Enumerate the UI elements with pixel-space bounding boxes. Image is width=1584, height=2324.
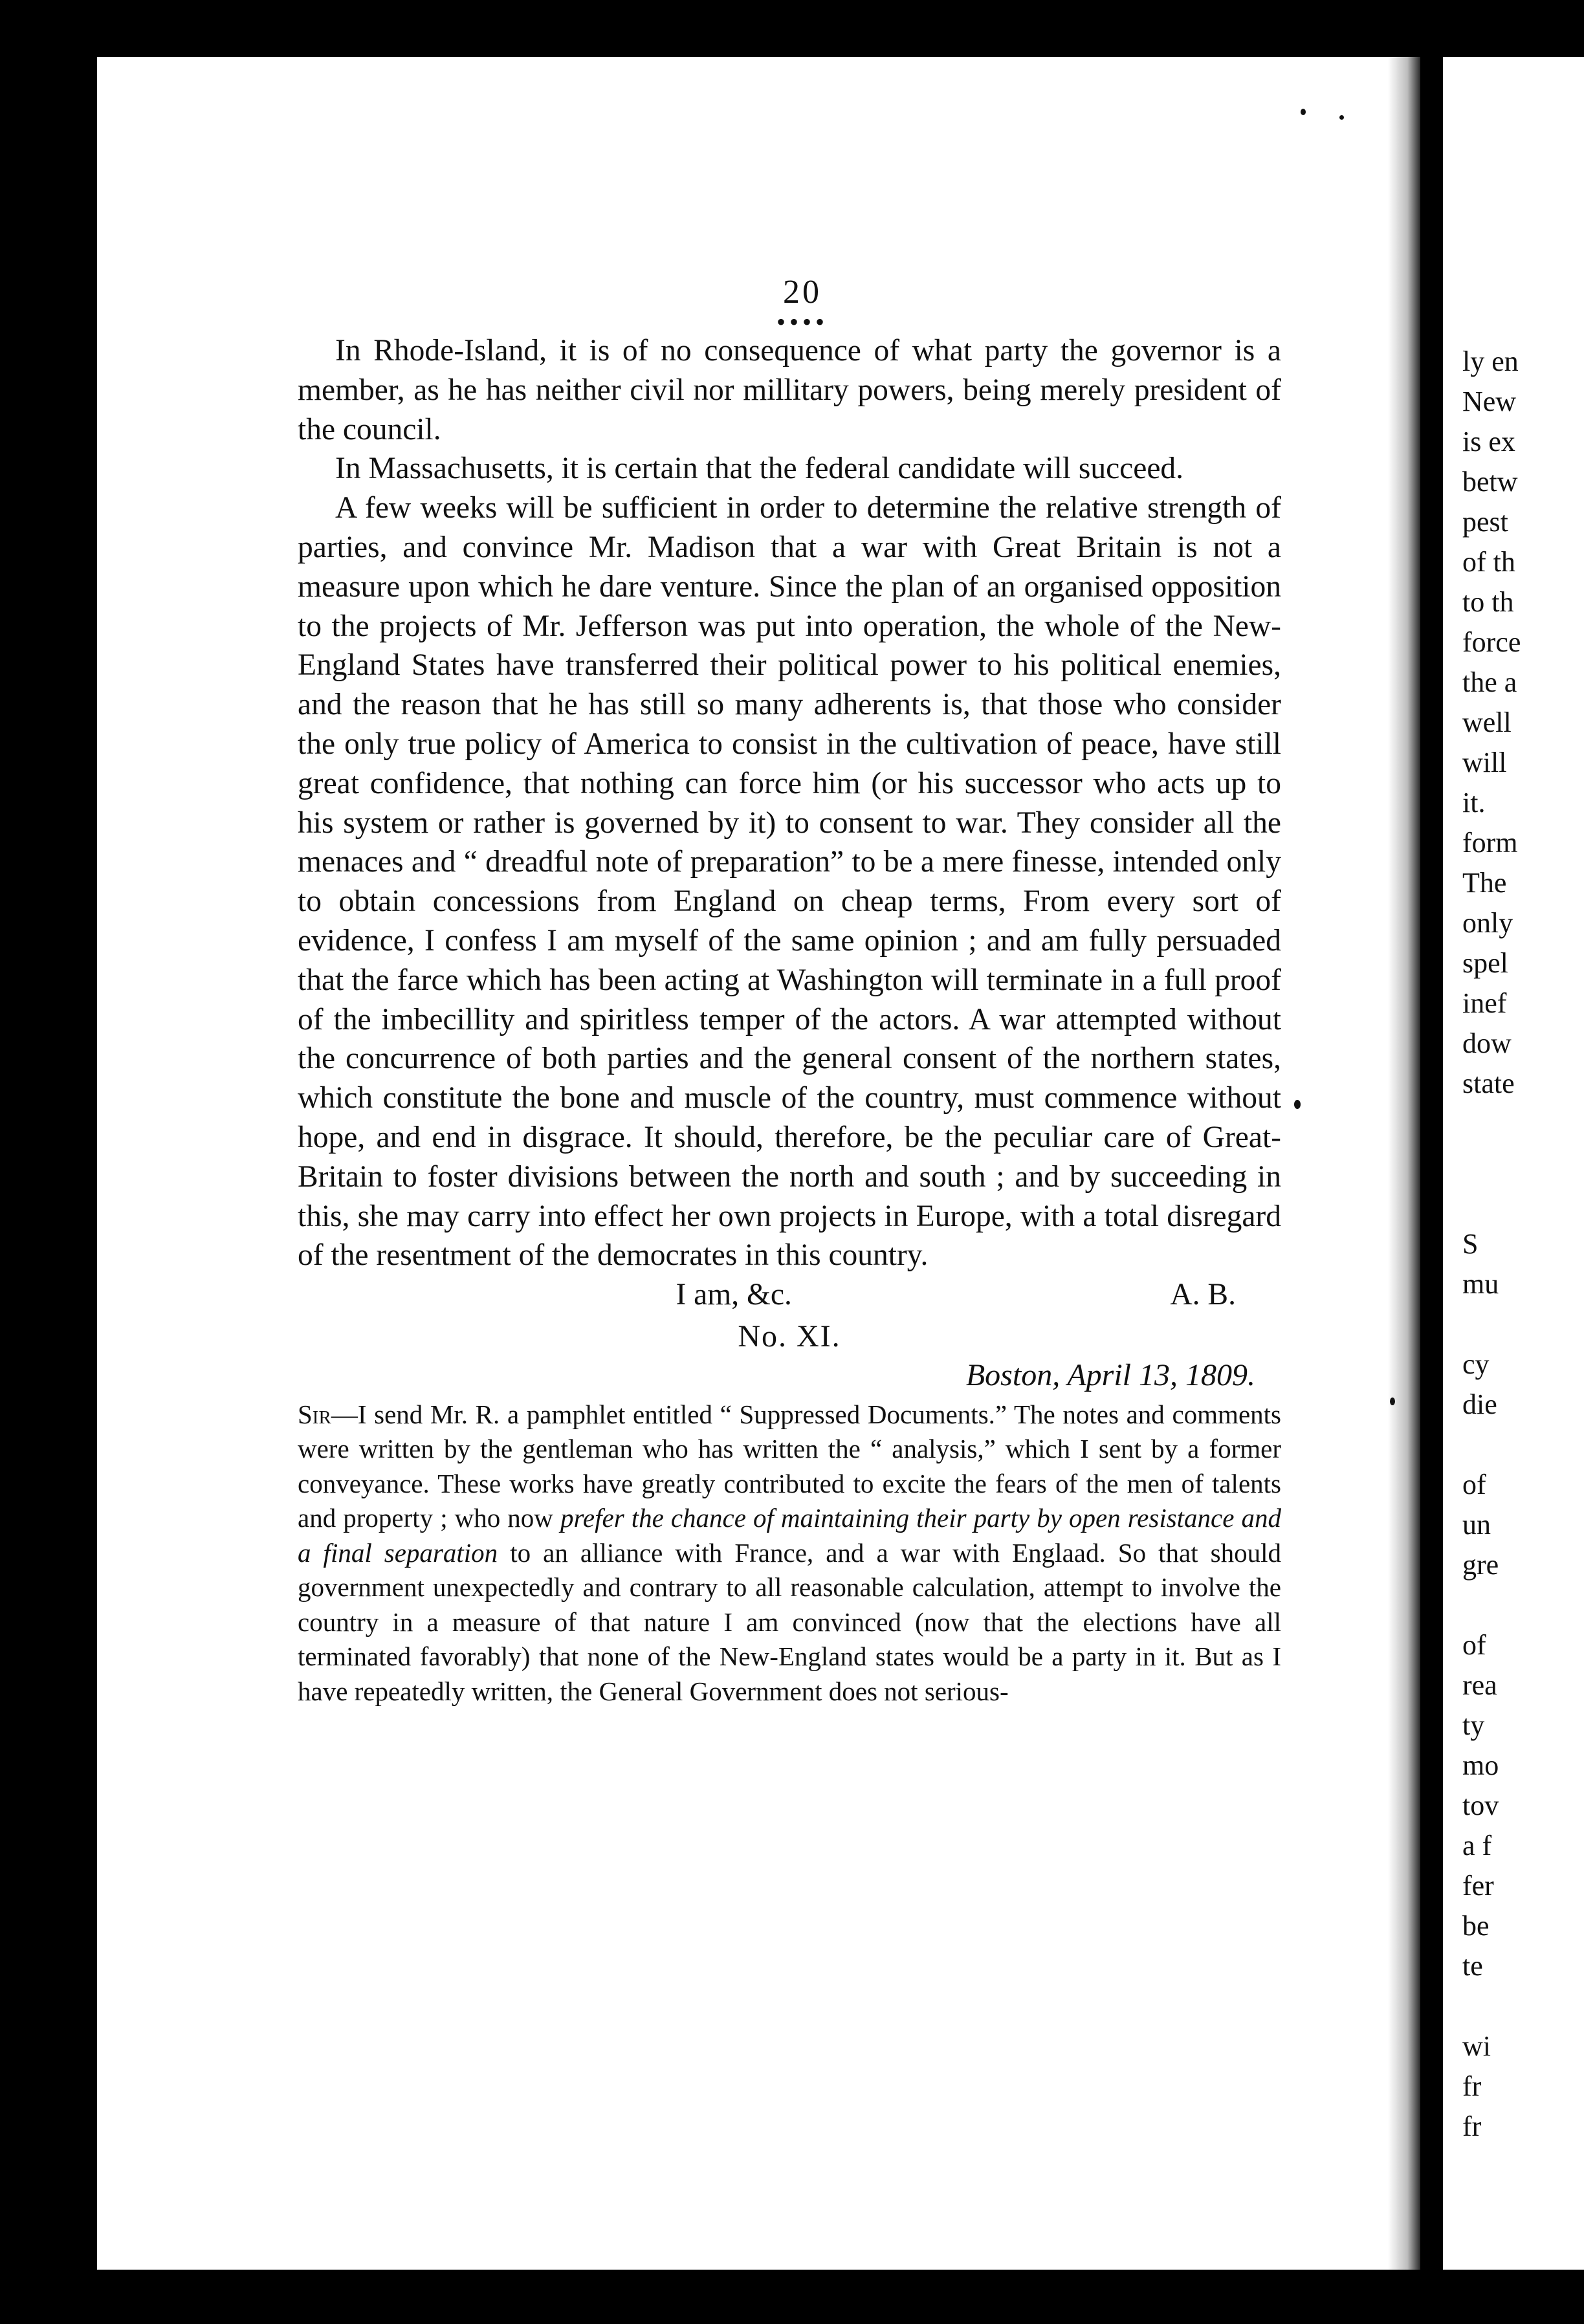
facing-page-text-fragment: ly en New is ex betw pest of th to th force the a well will it. form The only spel inef dow state S mu cy die of un gre of rea ty mo tov a f fer be te wi fr fr bbox=[1462, 345, 1521, 2142]
page-gutter bbox=[1420, 0, 1443, 2324]
signoff-closing: I am, &c. bbox=[676, 1278, 792, 1312]
letter-salutation: Sir bbox=[298, 1399, 331, 1429]
page-text-block bbox=[298, 272, 1281, 1709]
signoff-initials: A. B. bbox=[1170, 1278, 1236, 1312]
ink-speck bbox=[1390, 1398, 1395, 1405]
letter-dateline: Boston, April 13, 1809. bbox=[965, 1357, 1255, 1392]
italic-emphasis: prefer the chance of maintaining their party by open resistance and a final separation bbox=[298, 1503, 1281, 1568]
ink-speck bbox=[1301, 109, 1306, 115]
signoff bbox=[298, 1275, 1281, 1315]
ink-speck bbox=[1339, 115, 1344, 120]
letter-body: Sir—I send Mr. R. a pamphlet entitled “ Suppressed Documents.” The notes and comments were written by the gentleman who has written the “ analysis,” which I sent by a former conveyance. These works have greatly contributed to excite the fears of the men of talents and property ; who now prefer the chance of maintaining their party by open resistance and a final separation to an alliance with France, and a war with Englaad. So that should government unexpectedly and contrary to all reasonable calculation, attempt to involve the country in a measure of that nature I am convinced (now that the elections have all terminated favorably) that none of the New-England states would be a party in it. But as I have repeatedly written, the General Government does not serious- bbox=[298, 1399, 1281, 1706]
page-ornament: •••• bbox=[776, 307, 828, 336]
paragraph-rhode-island: In Rhode-Island, it is of no consequence of what party the governor is a member, as he has neither civil nor millitary powers, being merely president of the council. bbox=[298, 334, 1281, 446]
facing-page bbox=[1443, 57, 1584, 2270]
paragraph-main-argument: A few weeks will be sufficient in order to determine the relative strength of parties, and convince Mr. Madison that a war with Great Britain is not a measure upon which he dare venture. Since the plan of an organised opposition to the projects of Mr. Jefferson was put into operation, the whole of the New-England States have transferred their political power to his political enemies, and the reason that he has still so many adherents is, that those who consider the only true policy of America to consist in the cultivation of peace, have still great confidence, that nothing can force him (or his successor who acts up to his system or rather is governed by it) to consent to war. They consider all the menaces and “ dreadful note of preparation” to be a mere finesse, intended only to obtain concessions from England on cheap terms, From every sort of evidence, I confess I am myself of the same opinion ; and am fully persuaded that the farce which has been acting at Washington will terminate in a full proof of the imbecillity and spiritless temper of the actors. A war attempted without the concurrence of both parties and the general consent of the northern states, which constitute the bone and muscle of the country, must commence without hope, and end in disgrace. It should, therefore, be the peculiar care of Great-Britain to foster divisions between the north and south ; and by succeeding in this, she may carry into effect her own projects in Europe, with a total disregard of the resentment of the democrates in this country. bbox=[298, 491, 1281, 1273]
page-number: 20 bbox=[783, 274, 822, 311]
paragraph-massachusetts: In Massachusetts, it is certain that the federal candidate will succeed. bbox=[335, 452, 1184, 486]
ink-speck bbox=[1294, 1100, 1301, 1109]
page-spine-shadow bbox=[1388, 57, 1420, 2270]
letter-number-heading: No. XI. bbox=[738, 1319, 841, 1354]
